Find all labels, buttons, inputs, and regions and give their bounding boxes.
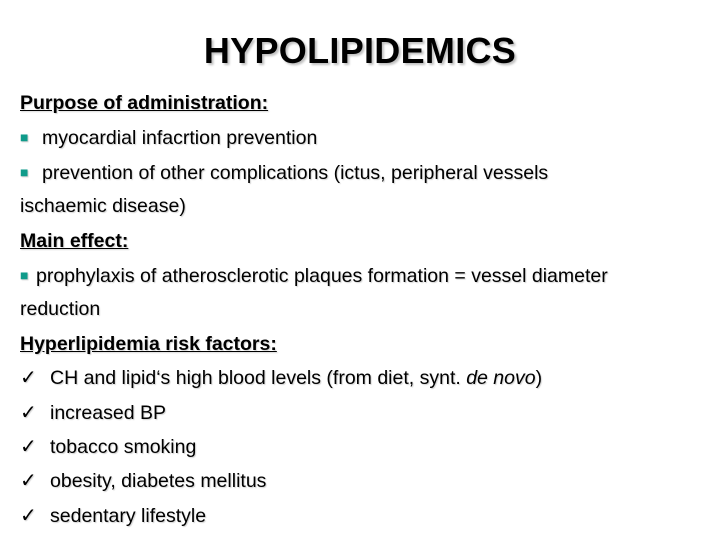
risk-item-1-suffix: ) bbox=[535, 367, 543, 390]
risk-item-1-text: CH and lipid‘s high blood levels (from diet, synt. bbox=[50, 367, 467, 390]
slide-title: HYPOLIPIDEMICS bbox=[203, 30, 517, 71]
effect-item-1 bbox=[20, 258, 710, 292]
risk-item-5-text: sedentary lifestyle bbox=[50, 504, 207, 527]
risk-item-3-text: tobacco smoking bbox=[50, 435, 197, 458]
purpose-heading: Purpose of administration: bbox=[20, 92, 269, 114]
checkmark-icon: ✓ bbox=[20, 435, 37, 458]
purpose-heading-line bbox=[20, 86, 710, 120]
purpose-item-1 bbox=[20, 120, 710, 154]
effect-item-1-continued bbox=[20, 292, 710, 326]
risk-item-2-text: increased BP bbox=[50, 401, 166, 424]
square-bullet-icon: ■ bbox=[20, 266, 29, 283]
purpose-item-2-text: prevention of other complications (ictus, peripheral vessels bbox=[42, 161, 549, 184]
effect-heading-line bbox=[20, 224, 710, 258]
effect-heading: Main effect: bbox=[20, 229, 129, 252]
risk-item-3 bbox=[20, 430, 710, 464]
square-bullet-icon: ■ bbox=[20, 129, 29, 146]
risk-item-4-text: obesity, diabetes mellitus bbox=[50, 470, 267, 493]
square-bullet-icon: ■ bbox=[20, 163, 29, 180]
purpose-item-1-text: myocardial infacrtion prevention bbox=[42, 127, 318, 150]
risk-item-1 bbox=[20, 361, 710, 395]
effect-item-1-text: prophylaxis of atherosclerotic plaques formation = vessel diameter bbox=[36, 264, 608, 287]
risk-heading: Hyperlipidemia risk factors: bbox=[20, 332, 277, 355]
slide-content bbox=[20, 86, 710, 533]
effect-item-1-text-continued: reduction bbox=[20, 298, 101, 321]
purpose-item-2-continued bbox=[20, 189, 710, 223]
checkmark-icon: ✓ bbox=[20, 504, 37, 527]
risk-item-4 bbox=[20, 464, 710, 498]
purpose-item-2-text-continued: ischaemic disease) bbox=[20, 195, 186, 218]
checkmark-icon: ✓ bbox=[20, 401, 37, 424]
risk-item-2 bbox=[20, 396, 710, 430]
risk-heading-line bbox=[20, 327, 710, 361]
checkmark-icon: ✓ bbox=[20, 367, 37, 390]
purpose-item-2 bbox=[20, 155, 710, 189]
checkmark-icon: ✓ bbox=[20, 470, 37, 493]
risk-item-5 bbox=[20, 499, 710, 533]
risk-item-1-italic: de novo bbox=[466, 367, 536, 390]
